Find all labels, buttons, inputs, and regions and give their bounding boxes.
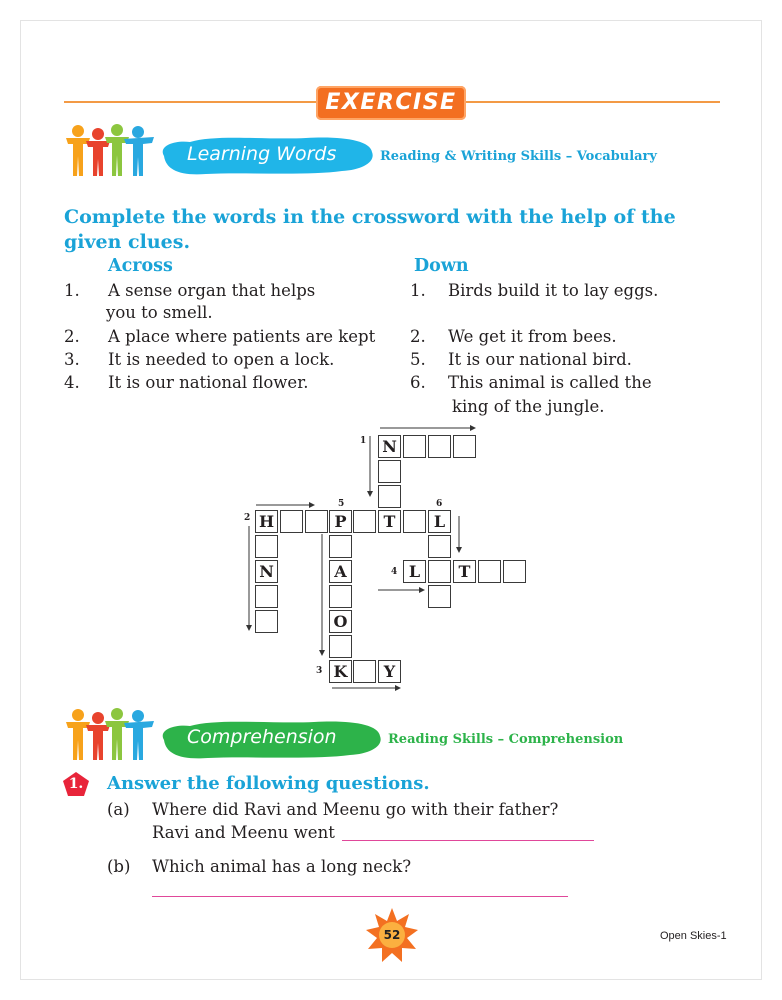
crossword-cell[interactable]: K	[329, 660, 352, 683]
crossword-cell[interactable]	[280, 510, 303, 533]
crossword-cell[interactable]	[428, 435, 451, 458]
clue-number: 2.	[410, 327, 426, 346]
clue-number: 1.	[410, 281, 426, 300]
book-title: Open Skies-1	[660, 930, 727, 942]
crossword-cell[interactable]: T	[378, 510, 401, 533]
clue-text: A sense organ that helps	[108, 281, 316, 300]
clue-number-5: 5	[338, 499, 345, 509]
clue-number: 5.	[410, 350, 426, 369]
crossword-cell[interactable]	[329, 535, 352, 558]
crossword-cell[interactable]	[255, 610, 278, 633]
page-number-badge	[365, 906, 419, 964]
clue-number-3: 3	[316, 666, 323, 676]
crossword-cell[interactable]: Y	[378, 660, 401, 683]
crossword-cell[interactable]	[353, 660, 376, 683]
crossword-cell[interactable]	[305, 510, 328, 533]
clue-text: It is our national bird.	[448, 350, 632, 369]
question-a-label: (a)	[107, 800, 130, 819]
crossword-cell[interactable]: L	[403, 560, 426, 583]
question-b-text: Which animal has a long neck?	[152, 857, 412, 876]
question-a-text: Where did Ravi and Meenu go with their father?	[152, 800, 559, 819]
crossword-cell[interactable]	[478, 560, 501, 583]
crossword-cell[interactable]	[378, 485, 401, 508]
crossword-cell[interactable]	[503, 560, 526, 583]
across-heading: Across	[108, 256, 173, 276]
question-number: 1.	[68, 776, 84, 792]
clue-text: Birds build it to lay eggs.	[448, 281, 659, 300]
exercise-badge: EXERCISE	[316, 86, 466, 120]
question-title: Answer the following questions.	[107, 773, 430, 794]
clue-text: This animal is called the	[448, 373, 652, 392]
clue-number-1: 1	[360, 436, 367, 446]
people-group-icon	[62, 706, 158, 762]
crossword-cell[interactable]	[329, 585, 352, 608]
clue-text: A place where patients are kept	[108, 327, 376, 346]
crossword-cell[interactable]	[428, 560, 451, 583]
crossword-cell[interactable]	[428, 535, 451, 558]
clue-number: 3.	[64, 350, 80, 369]
crossword-cell[interactable]: N	[378, 435, 401, 458]
clue-text: king of the jungle.	[452, 397, 605, 416]
down-heading: Down	[414, 256, 469, 276]
crossword-cell[interactable]	[255, 535, 278, 558]
clue-number-6: 6	[436, 499, 443, 509]
crossword-cell[interactable]	[403, 435, 426, 458]
crossword-cell[interactable]: H	[255, 510, 278, 533]
crossword-cell[interactable]: P	[329, 510, 352, 533]
answer-a-line[interactable]	[342, 840, 594, 841]
clue-number: 2.	[64, 327, 80, 346]
crossword-cell[interactable]: A	[329, 560, 352, 583]
crossword-cell[interactable]	[428, 585, 451, 608]
comprehension-label: Comprehension	[187, 726, 337, 748]
instruction-text: Complete the words in the crossword with the help of the given clues.	[64, 206, 676, 253]
clue-text: It is needed to open a lock.	[108, 350, 335, 369]
crossword-cell[interactable]: N	[255, 560, 278, 583]
clue-number: 4.	[64, 373, 80, 392]
crossword-cell[interactable]	[255, 585, 278, 608]
answer-a-prefix: Ravi and Meenu went	[152, 823, 335, 842]
clue-text: We get it from bees.	[448, 327, 617, 346]
clue-number: 1.	[64, 281, 80, 300]
learning-words-label: Learning Words	[187, 143, 337, 165]
clue-number-2: 2	[244, 513, 251, 523]
crossword-cell[interactable]	[378, 460, 401, 483]
clue-text: you to smell.	[106, 303, 213, 322]
page-number: 52	[383, 928, 401, 942]
crossword-cell[interactable]: L	[428, 510, 451, 533]
crossword-cell[interactable]	[329, 635, 352, 658]
question-b-label: (b)	[107, 857, 131, 876]
clue-text: It is our national flower.	[108, 373, 309, 392]
crossword-cell[interactable]	[403, 510, 426, 533]
vocab-skills-label: Reading & Writing Skills – Vocabulary	[380, 149, 657, 164]
crossword-cell[interactable]: O	[329, 610, 352, 633]
crossword-cell[interactable]	[453, 435, 476, 458]
comprehension-skills-label: Reading Skills – Comprehension	[388, 732, 624, 747]
clue-number-4: 4	[391, 567, 398, 577]
clue-number: 6.	[410, 373, 426, 392]
crossword-cell[interactable]: T	[453, 560, 476, 583]
answer-b-line[interactable]	[152, 896, 568, 897]
crossword-cell[interactable]	[353, 510, 376, 533]
